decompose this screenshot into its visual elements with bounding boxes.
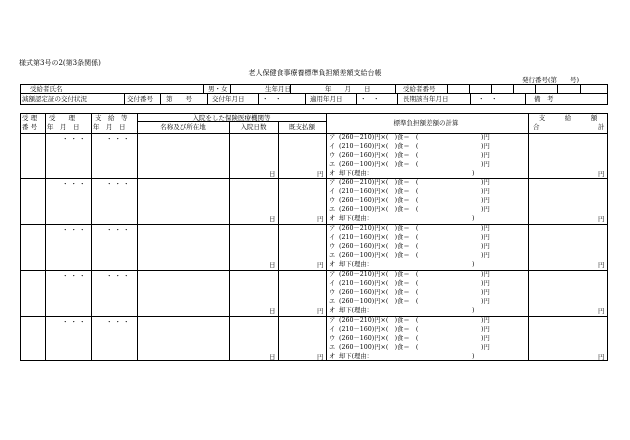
calc-yen: )円 [481, 188, 490, 195]
v-rule [513, 84, 514, 93]
calc-text: 却下(理由： [339, 261, 373, 268]
calc-kana: ウ [329, 243, 336, 250]
col-hospital-name: 名称及び所在地 [160, 123, 206, 131]
calc-kana: ア [329, 225, 336, 232]
calc-yen: )円 [481, 197, 490, 204]
calc-yen: )円 [481, 152, 490, 159]
col-calc: 標準負担額差額の計算 [393, 119, 459, 127]
calc-text: (210－160)円×( )食＝ ( [339, 143, 419, 150]
v-rule [395, 84, 396, 93]
v-rule [557, 84, 558, 93]
col-receipt-date-bottom: 年 月 日 [47, 123, 80, 131]
calc-yen: )円 [481, 225, 490, 232]
long-term-label: 長期該当年月日 [403, 95, 449, 103]
days-unit: 日 [269, 261, 276, 269]
calc-kana: オ [329, 170, 336, 177]
sex-label: 男・女 [208, 85, 228, 93]
calc-text: (260－160)円×( )食＝ ( [339, 289, 419, 296]
v-rule [397, 93, 398, 104]
receipt-date-dots: ・・・ [62, 318, 88, 326]
v-rule [20, 113, 21, 360]
calc-line [329, 280, 529, 287]
calc-kana: イ [329, 188, 336, 195]
row-rule [20, 360, 608, 361]
col-paid-amount: 既支払額 [289, 123, 315, 131]
recipient-no-label: 受給者番号 [403, 85, 436, 93]
days-unit: 日 [269, 215, 276, 223]
v-rule [607, 113, 608, 360]
calc-kana: エ [329, 206, 336, 213]
calc-text: (260－100)円×( )食＝ ( [339, 252, 419, 259]
calc-kana: オ [329, 215, 336, 222]
calc-kana: ア [329, 317, 336, 324]
v-rule [607, 84, 608, 104]
calc-text: (260－210)円×( )食＝ ( [339, 134, 419, 141]
col-hospital-days: 入院日数 [240, 123, 267, 131]
issue-no-label: 交付番号 [127, 95, 153, 103]
total-yen-unit: 円 [598, 307, 605, 315]
payment-date-dots: ・・・ [106, 180, 132, 188]
calc-line [329, 298, 529, 305]
rejection-line [329, 170, 529, 177]
calc-yen: )円 [481, 243, 490, 250]
calc-kana: エ [329, 344, 336, 351]
calc-yen: ) [472, 353, 475, 360]
total-yen-unit: 円 [598, 215, 605, 223]
calc-kana: ア [329, 134, 336, 141]
v-rule [229, 121, 230, 360]
calc-yen: ) [472, 170, 475, 177]
calc-text: (260－210)円×( )食＝ ( [339, 225, 419, 232]
paid-yen-unit: 円 [317, 261, 324, 269]
calc-text: 却下(理由： [339, 170, 373, 177]
calc-line [329, 134, 529, 141]
calc-line [329, 206, 529, 213]
calc-yen: )円 [481, 317, 490, 324]
calc-kana: ウ [329, 197, 336, 204]
v-rule [326, 113, 327, 360]
calc-line [329, 188, 529, 195]
calc-yen: )円 [481, 289, 490, 296]
calc-text: (210－160)円×( )食＝ ( [339, 280, 419, 287]
birth-label: 生年月日 [265, 85, 291, 93]
v-rule [447, 84, 448, 93]
col-payment-date-bottom: 年 月 日 [93, 123, 126, 131]
v-rule [45, 113, 46, 360]
calc-text: (260－210)円×( )食＝ ( [339, 317, 419, 324]
valid-date-label: 適用年月日 [310, 95, 343, 103]
calc-text: (210－160)円×( )食＝ ( [339, 234, 419, 241]
calc-text: (260－160)円×( )食＝ ( [339, 335, 419, 342]
calc-yen: )円 [481, 143, 490, 150]
payment-date-dots: ・・・ [106, 135, 132, 143]
calc-yen: ) [472, 261, 475, 268]
calc-line [329, 179, 529, 186]
form-number: 様式第3号の2(第3条関係) [19, 59, 101, 67]
paid-yen-unit: 円 [317, 215, 324, 223]
paid-yen-unit: 円 [317, 170, 324, 178]
issue-date-value: ・ ・ [262, 95, 282, 103]
calc-kana: ア [329, 271, 336, 278]
payment-date-dots: ・・・ [106, 226, 132, 234]
calc-line [329, 161, 529, 168]
calc-yen: )円 [481, 179, 490, 186]
col-receipt-no-top: 受 理 [22, 114, 38, 122]
calc-text: (260－160)円×( )食＝ ( [339, 197, 419, 204]
calc-line [329, 289, 529, 296]
calc-line [329, 335, 529, 342]
days-unit: 日 [269, 170, 276, 178]
document-title: 老人保健食事療養標準負担額差額支給台帳 [248, 69, 382, 77]
birth-ymd: 年 月 日 [325, 85, 371, 93]
calc-text: 却下(理由： [339, 353, 373, 360]
calc-yen: )円 [481, 335, 490, 342]
calc-yen: )円 [481, 280, 490, 287]
calc-text: (260－210)円×( )食＝ ( [339, 179, 419, 186]
rejection-line [329, 307, 529, 314]
calc-line [329, 252, 529, 259]
calc-line [329, 326, 529, 333]
payment-date-dots: ・・・ [106, 318, 132, 326]
calc-kana: ア [329, 179, 336, 186]
issue-date-label: 交付年月日 [212, 95, 245, 103]
calc-kana: イ [329, 280, 336, 287]
header-top-rule [20, 84, 608, 85]
total-yen-unit: 円 [598, 261, 605, 269]
v-rule [91, 113, 92, 360]
calc-line [329, 143, 529, 150]
v-rule [470, 93, 471, 104]
v-rule [535, 84, 536, 93]
calc-yen: )円 [481, 161, 490, 168]
calc-text: 却下(理由： [339, 307, 373, 314]
calc-kana: ウ [329, 335, 336, 342]
calc-line [329, 243, 529, 250]
receipt-date-dots: ・・・ [62, 226, 88, 234]
v-rule [580, 84, 581, 93]
v-rule [469, 84, 470, 93]
v-rule [258, 93, 259, 104]
v-rule [124, 93, 125, 104]
v-rule [278, 121, 279, 360]
cert-status-label: 減額認定証の交付状況 [22, 95, 87, 103]
calc-yen: )円 [481, 234, 490, 241]
col-hospital-group: 入院をした保険医療機関等 [192, 114, 271, 122]
col-total-top: 支 給 額 [538, 114, 598, 122]
calc-text: (210－160)円×( )食＝ ( [339, 326, 419, 333]
v-rule [491, 84, 492, 93]
calc-line [329, 234, 529, 241]
calc-yen: )円 [481, 206, 490, 213]
rejection-line [329, 215, 529, 222]
calc-text: (260－100)円×( )食＝ ( [339, 298, 419, 305]
calc-yen: )円 [481, 252, 490, 259]
col-receipt-date-top: 受 理 [49, 114, 75, 122]
v-rule [203, 84, 204, 93]
calc-text: (260－100)円×( )食＝ ( [339, 206, 419, 213]
calc-text: (260－160)円×( )食＝ ( [339, 243, 419, 250]
calc-kana: エ [329, 252, 336, 259]
total-yen-unit: 円 [598, 353, 605, 361]
calc-kana: オ [329, 307, 336, 314]
issue-no-value: 第 号 [166, 95, 192, 103]
days-unit: 日 [269, 353, 276, 361]
calc-kana: エ [329, 298, 336, 305]
h-rule [20, 93, 608, 94]
v-rule [160, 93, 161, 104]
receipt-date-dots: ・・・ [62, 180, 88, 188]
v-rule [305, 93, 306, 104]
receipt-date-dots: ・・・ [62, 135, 88, 143]
calc-text: (260－100)円×( )食＝ ( [339, 344, 419, 351]
remarks-label: 備 考 [534, 95, 554, 103]
receipt-date-dots: ・・・ [62, 272, 88, 280]
header-bottom-rule [20, 104, 608, 105]
calc-yen: )円 [481, 134, 490, 141]
days-unit: 日 [269, 307, 276, 315]
v-rule [20, 84, 21, 104]
v-rule [230, 84, 231, 93]
total-yen-unit: 円 [598, 170, 605, 178]
v-rule [137, 113, 138, 360]
calc-line [329, 317, 529, 324]
calc-kana: ウ [329, 152, 336, 159]
rejection-line [329, 353, 529, 360]
v-rule [525, 93, 526, 104]
v-rule [356, 93, 357, 104]
valid-date-value: ・ ・ [360, 95, 380, 103]
calc-yen: )円 [481, 271, 490, 278]
calc-text: (210－160)円×( )食＝ ( [339, 188, 419, 195]
calc-kana: イ [329, 326, 336, 333]
calc-yen: )円 [481, 326, 490, 333]
calc-yen: )円 [481, 298, 490, 305]
calc-text: (260－160)円×( )食＝ ( [339, 152, 419, 159]
calc-kana: イ [329, 143, 336, 150]
payment-date-dots: ・・・ [106, 272, 132, 280]
calc-kana: イ [329, 234, 336, 241]
calc-text: 却下(理由： [339, 215, 373, 222]
calc-text: (260－100)円×( )食＝ ( [339, 161, 419, 168]
calc-kana: オ [329, 261, 336, 268]
calc-line [329, 225, 529, 232]
paid-yen-unit: 円 [317, 307, 324, 315]
col-total-bottom-left: 合 [533, 123, 540, 131]
calc-kana: エ [329, 161, 336, 168]
paid-yen-unit: 円 [317, 353, 324, 361]
calc-line [329, 344, 529, 351]
calc-line [329, 271, 529, 278]
col-payment-date-top: 支 給 等 [95, 114, 128, 122]
calc-kana: オ [329, 353, 336, 360]
calc-line [329, 197, 529, 204]
calc-text: (260－210)円×( )食＝ ( [339, 271, 419, 278]
calc-yen: )円 [481, 344, 490, 351]
issue-number: 発行番号(第 号) [522, 76, 580, 84]
v-rule [207, 93, 208, 104]
long-term-value: ・ ・ [478, 95, 498, 103]
calc-kana: ウ [329, 289, 336, 296]
col-receipt-no-bottom: 番 号 [22, 123, 38, 131]
recipient-name-label: 受給者氏名 [30, 85, 63, 93]
calc-yen: ) [472, 215, 475, 222]
col-total-bottom-right: 計 [598, 123, 605, 131]
rejection-line [329, 261, 529, 268]
calc-yen: ) [472, 307, 475, 314]
calc-line [329, 152, 529, 159]
